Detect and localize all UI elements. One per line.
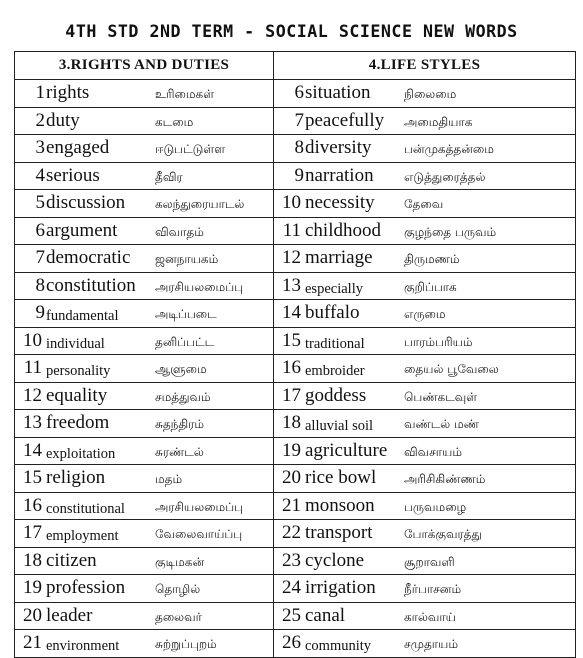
life-styles-entry (274, 217, 576, 245)
english-word: profession (46, 577, 126, 598)
english-word: environment (46, 638, 120, 654)
tamil-meaning: அரசியலமைப்பு (155, 279, 244, 294)
entry-number: 10 (282, 192, 301, 213)
entry-number: 8 (35, 274, 45, 296)
english-word: engaged (46, 137, 110, 158)
tamil-meaning: சுரண்டல் (155, 444, 204, 459)
life-styles-entry (274, 630, 576, 658)
entry-number: 9 (35, 302, 45, 323)
tamil-meaning: உரிமைகள் (155, 87, 215, 101)
english-word: goddess (305, 384, 367, 406)
tamil-meaning: தனிப்பட்ட (155, 334, 215, 349)
tamil-meaning: ஆளுமை (155, 362, 207, 376)
life-styles-entry (274, 190, 576, 218)
life-styles-entry (274, 520, 576, 548)
table-row (15, 217, 576, 245)
vocabulary-table-body (15, 80, 576, 658)
rights-duties-entry (15, 300, 274, 328)
entry-number: 20 (23, 604, 42, 626)
life-styles-entry (274, 602, 576, 630)
rights-duties-entry (15, 465, 274, 493)
entry-number: 21 (23, 632, 42, 653)
entry-number: 13 (282, 274, 301, 296)
life-styles-entry (274, 245, 576, 273)
english-word: buffalo (305, 302, 360, 323)
tamil-meaning: குடிமகன் (155, 554, 205, 569)
life-styles-entry (274, 162, 576, 190)
rights-duties-entry (15, 190, 274, 218)
entry-number: 14 (282, 302, 301, 323)
english-word: especially (305, 280, 363, 297)
entry-number: 16 (23, 494, 42, 516)
tamil-meaning: கலந்துரையாடல் (155, 197, 245, 211)
entry-number: 14 (23, 439, 42, 461)
rights-duties-entry (15, 245, 274, 273)
tamil-meaning: எடுத்துரைத்தல் (404, 169, 486, 184)
tamil-meaning: சமத்துவம் (155, 389, 211, 404)
table-row (15, 327, 576, 355)
entry-number: 23 (282, 549, 301, 571)
tamil-meaning: குழந்தை பருவம் (404, 224, 497, 239)
life-styles-entry (274, 547, 576, 575)
tamil-meaning: போக்குவரத்து (404, 527, 482, 541)
life-styles-entry (274, 300, 576, 328)
entry-number: 3 (35, 137, 45, 158)
english-word: embroider (305, 363, 365, 379)
life-styles-entry (274, 272, 576, 300)
english-word: duty (46, 109, 80, 131)
tamil-meaning: வண்டல் மண் (404, 417, 480, 431)
entry-number: 15 (23, 467, 42, 488)
tamil-meaning: ஜனநாயகம் (155, 252, 219, 266)
entry-number: 25 (282, 604, 301, 626)
entry-number: 11 (23, 357, 42, 378)
entry-number: 7 (294, 109, 304, 131)
rights-duties-entry (15, 272, 274, 300)
english-word: leader (46, 604, 93, 626)
tamil-meaning: எருமை (404, 307, 446, 321)
tamil-meaning: பெண்கடவுள் (404, 389, 478, 404)
tamil-meaning: தீவிர (155, 169, 183, 184)
entry-number: 7 (35, 247, 45, 268)
english-word: serious (46, 164, 100, 186)
tamil-meaning: சமுதாயம் (404, 637, 458, 651)
life-styles-entry (274, 492, 576, 520)
english-word: monsoon (305, 494, 375, 516)
entry-number: 19 (282, 439, 301, 461)
english-word: narration (305, 164, 374, 186)
english-word: constitution (46, 274, 136, 296)
table-row (15, 492, 576, 520)
english-word: marriage (305, 247, 373, 268)
entry-number: 18 (23, 549, 42, 571)
english-word: irrigation (305, 577, 376, 598)
entry-number: 15 (282, 329, 301, 351)
english-word: diversity (305, 137, 372, 158)
tamil-meaning: கடமை (155, 114, 194, 129)
tamil-meaning: சுற்றுப்புறம் (155, 637, 217, 651)
tamil-meaning: விவாதம் (155, 224, 204, 239)
rights-duties-entry (15, 327, 274, 355)
entry-number: 8 (294, 137, 304, 158)
english-word: childhood (305, 219, 381, 241)
entry-number: 10 (23, 329, 42, 351)
column-heading-rights-and-duties: 3.RIGHTS AND DUTIES (15, 52, 274, 80)
english-word: rights (46, 82, 90, 103)
english-word: religion (46, 467, 106, 488)
table-row (15, 80, 576, 108)
rights-duties-entry (15, 602, 274, 630)
tamil-meaning: தொழில் (155, 582, 201, 596)
english-word: situation (305, 82, 371, 103)
tamil-meaning: குறிப்பாக (404, 279, 457, 294)
tamil-meaning: நீர்பாசனம் (404, 582, 462, 596)
tamil-meaning: அரிசிகிண்ணம் (404, 472, 486, 486)
table-row (15, 272, 576, 300)
entry-number: 22 (282, 522, 301, 543)
rights-duties-entry (15, 520, 274, 548)
tamil-meaning: விவசாயம் (404, 444, 462, 459)
rights-duties-entry (15, 437, 274, 465)
rights-duties-entry (15, 162, 274, 190)
life-styles-entry (274, 382, 576, 410)
english-word: community (305, 638, 372, 654)
rights-duties-entry (15, 135, 274, 163)
entry-number: 1 (35, 82, 45, 103)
entry-number: 9 (294, 164, 304, 186)
table-row (15, 162, 576, 190)
life-styles-entry (274, 575, 576, 603)
entry-number: 4 (35, 164, 45, 186)
entry-number: 5 (35, 192, 45, 213)
life-styles-entry (274, 327, 576, 355)
english-word: personality (46, 363, 111, 379)
table-row (15, 602, 576, 630)
english-word: citizen (46, 549, 97, 571)
tamil-meaning: சுதந்திரம் (155, 417, 205, 431)
english-word: exploitation (46, 445, 116, 462)
tamil-meaning: கால்வாய் (404, 609, 456, 624)
entry-number: 21 (282, 494, 301, 516)
rights-duties-entry (15, 630, 274, 658)
entry-number: 18 (282, 412, 301, 433)
table-row (15, 300, 576, 328)
entry-number: 12 (282, 247, 301, 268)
rights-duties-entry (15, 355, 274, 383)
rights-duties-entry (15, 492, 274, 520)
english-word: equality (46, 384, 108, 406)
table-row (15, 410, 576, 438)
entry-number: 6 (294, 82, 304, 103)
entry-number: 17 (282, 384, 301, 406)
rights-duties-entry (15, 547, 274, 575)
tamil-meaning: சூறாவளி (404, 554, 455, 569)
table-row (15, 575, 576, 603)
tamil-meaning: தலைவர் (155, 609, 202, 624)
table-row (15, 355, 576, 383)
table-header-row (15, 52, 576, 80)
english-word: cyclone (305, 549, 365, 571)
tamil-meaning: பருவமழை (404, 499, 467, 514)
tamil-meaning: மதம் (155, 472, 183, 486)
english-word: alluvial soil (305, 418, 374, 434)
page-title: 4TH STD 2ND TERM - SOCIAL SCIENCE NEW WORDS (65, 22, 518, 42)
english-word: employment (46, 528, 119, 544)
tamil-meaning: பன்முகத்தன்மை (404, 142, 494, 156)
life-styles-entry (274, 80, 576, 108)
table-row (15, 437, 576, 465)
english-word: constitutional (46, 500, 125, 517)
english-word: canal (305, 604, 346, 626)
table-row (15, 630, 576, 658)
tamil-meaning: வேலைவாய்ப்பு (155, 527, 243, 541)
tamil-meaning: நிலைமை (404, 87, 457, 101)
english-word: freedom (46, 412, 110, 433)
table-row (15, 520, 576, 548)
rights-duties-entry (15, 80, 274, 108)
entry-number: 20 (282, 467, 301, 488)
tamil-meaning: அரசியலமைப்பு (155, 499, 244, 514)
table-row (15, 107, 576, 135)
english-word: transport (305, 522, 373, 543)
entry-number: 24 (282, 577, 301, 598)
english-word: agriculture (305, 439, 388, 461)
entry-number: 26 (282, 632, 301, 653)
life-styles-entry (274, 465, 576, 493)
english-word: individual (46, 335, 105, 352)
life-styles-entry (274, 107, 576, 135)
entry-number: 11 (282, 219, 301, 241)
entry-number: 6 (35, 219, 45, 241)
english-word: democratic (46, 247, 131, 268)
english-word: rice bowl (305, 467, 377, 488)
life-styles-entry (274, 135, 576, 163)
entry-number: 17 (23, 522, 42, 543)
tamil-meaning: தையல் பூவேலை (404, 362, 499, 376)
table-row (15, 465, 576, 493)
life-styles-entry (274, 355, 576, 383)
table-row (15, 547, 576, 575)
rights-duties-entry (15, 382, 274, 410)
tamil-meaning: அமைதியாக (404, 114, 473, 129)
table-row (15, 190, 576, 218)
entry-number: 16 (282, 357, 301, 378)
english-word: fundamental (46, 308, 119, 324)
column-heading-life-styles: 4.LIFE STYLES (274, 52, 576, 80)
rights-duties-entry (15, 575, 274, 603)
tamil-meaning: அடிப்படை (155, 307, 217, 321)
rights-duties-entry (15, 410, 274, 438)
rights-duties-entry (15, 217, 274, 245)
tamil-meaning: ஈடுபட்டுள்ள (155, 142, 226, 156)
english-word: argument (46, 219, 118, 241)
english-word: discussion (46, 192, 126, 213)
rights-duties-entry (15, 107, 274, 135)
table-row (15, 382, 576, 410)
table-row (15, 135, 576, 163)
english-word: peacefully (305, 109, 385, 131)
life-styles-entry (274, 437, 576, 465)
entry-number: 13 (23, 412, 42, 433)
entry-number: 19 (23, 577, 42, 598)
vocabulary-table (14, 51, 576, 658)
life-styles-entry (274, 410, 576, 438)
english-word: traditional (305, 335, 365, 352)
tamil-meaning: பாரம்பரியம் (404, 334, 473, 349)
table-row (15, 245, 576, 273)
tamil-meaning: திருமணம் (404, 252, 460, 266)
entry-number: 2 (35, 109, 45, 131)
tamil-meaning: தேவை (404, 197, 444, 211)
entry-number: 12 (23, 384, 42, 406)
english-word: necessity (305, 192, 375, 213)
